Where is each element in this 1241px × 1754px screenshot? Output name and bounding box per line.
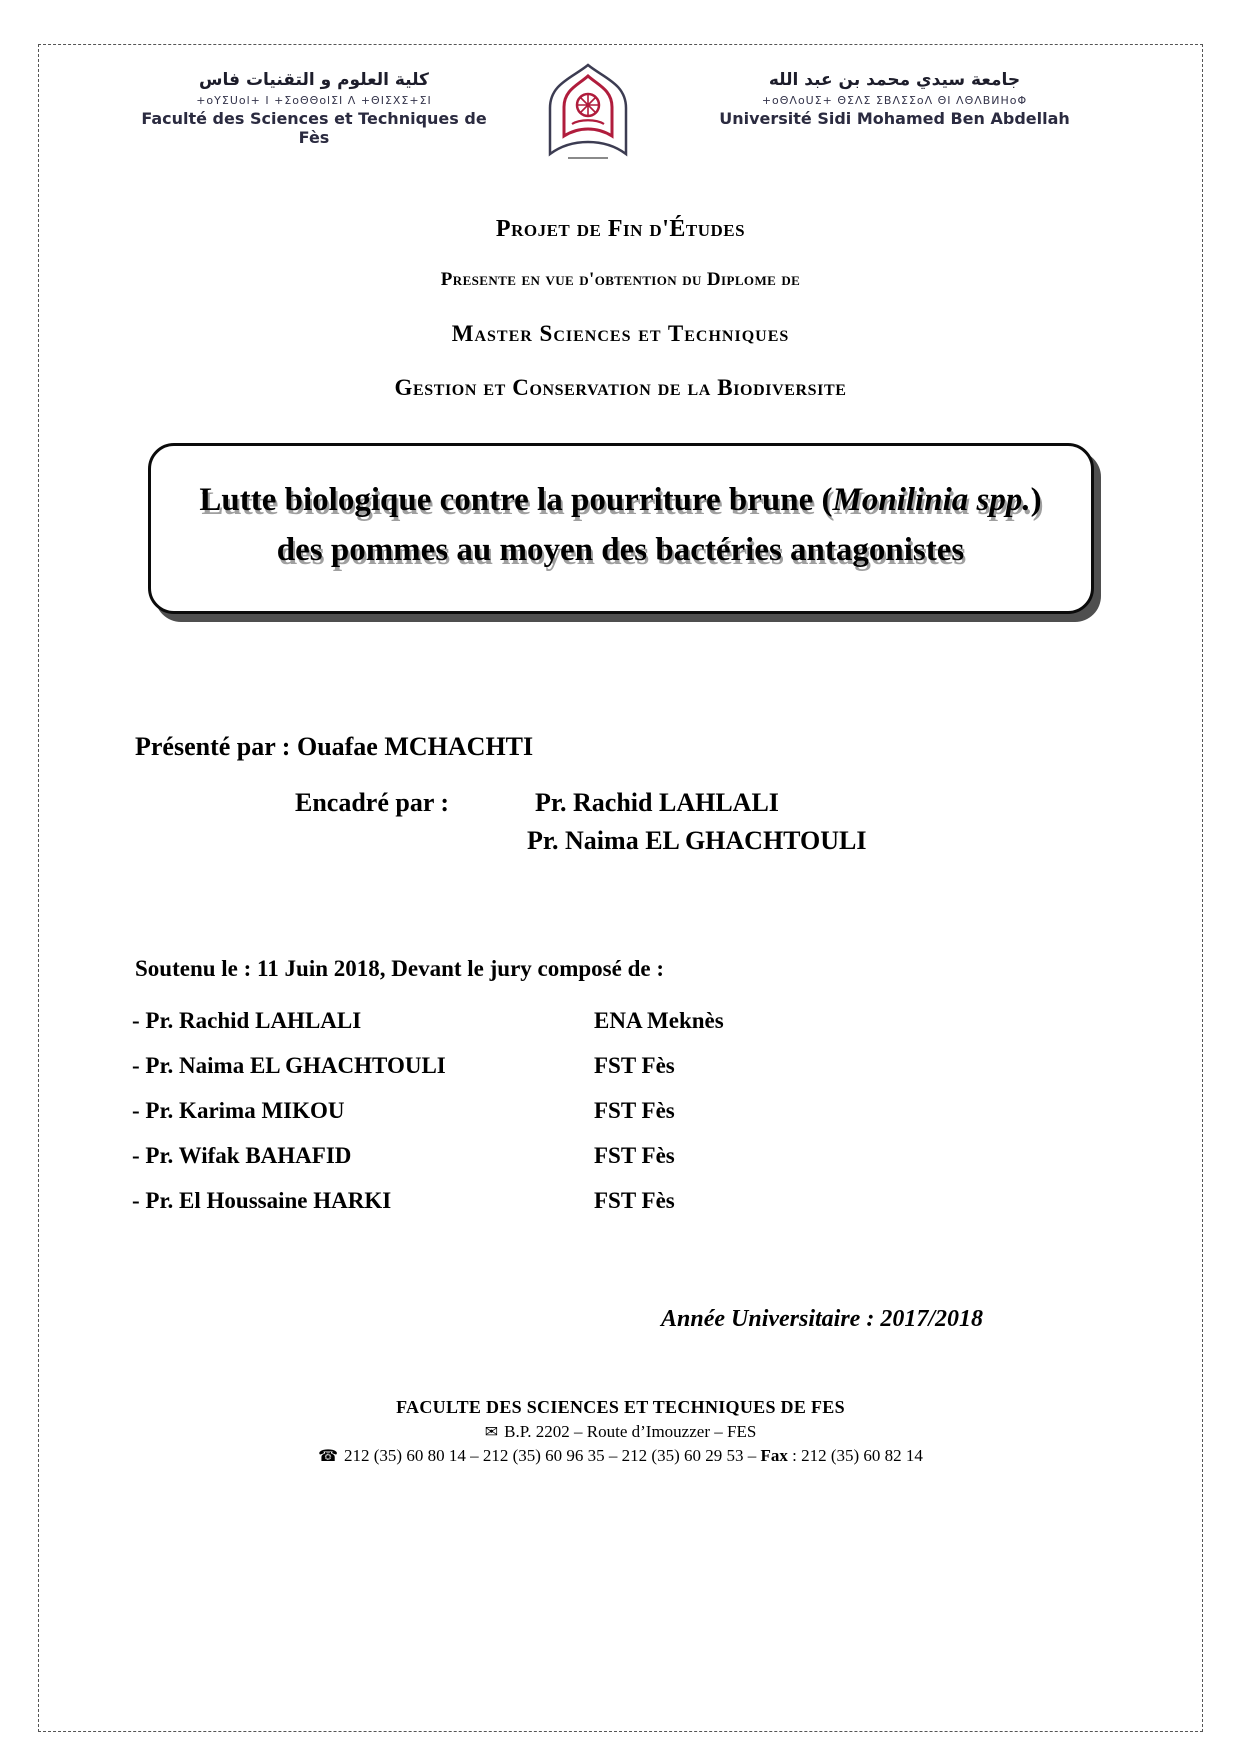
supervised-by-block — [295, 788, 1181, 864]
presented-by-line — [135, 732, 1181, 762]
thesis-title-box — [148, 443, 1094, 614]
jury-row — [132, 1143, 1181, 1169]
faculty-block — [124, 62, 504, 148]
jury-member-name: - Pr. El Houssaine HARKI — [132, 1188, 392, 1213]
jury-member-name: - Pr. Rachid LAHLALI — [132, 1008, 362, 1033]
university-name-tifinagh: +oΘΛoUΣ+ ΘΣΛΣ ΣBΛΣΣoΛ ΘI ΛΘΛBИHoΦ — [761, 94, 1028, 108]
heading-projet: Projet de Fin d'Études — [495, 216, 746, 242]
faculty-name-french: Faculté des Sciences et Techniques de Fès — [141, 109, 487, 148]
footer-faculty-title: FACULTE DES SCIENCES ET TECHNIQUES DE FES — [396, 1397, 845, 1417]
academic-year: Année Universitaire : 2017/2018 — [661, 1306, 983, 1332]
title-part1: Lutte biologique contre la pourriture brune ( — [199, 482, 833, 518]
jury-member-affiliation: ENA Meknès — [594, 1008, 724, 1033]
jury-member-name: - Pr. Naima EL GHACHTOULI — [132, 1053, 446, 1078]
page-footer — [60, 1397, 1181, 1466]
jury-member-name: - Pr. Wifak BAHAFID — [132, 1143, 352, 1168]
footer-fax-label: Fax — [760, 1446, 788, 1465]
thesis-title — [181, 476, 1061, 575]
supervisor-1: Pr. Rachid LAHLALI — [535, 788, 779, 817]
heading-presente: Presente en vue d'obtention du Diplome de — [440, 269, 801, 290]
university-name-arabic: جامعة سيدي محمد بن عبد الله — [768, 70, 1021, 90]
heading-master: Master Sciences et Techniques — [451, 321, 790, 346]
university-logo — [532, 62, 644, 162]
university-name-french: Université Sidi Mohamed Ben Abdellah — [719, 109, 1070, 129]
jury-member-affiliation: FST Fès — [594, 1098, 675, 1123]
supervised-by-label: Encadré par : — [295, 788, 450, 817]
phone-icon: ☎ — [318, 1446, 339, 1465]
defense-date-jury-intro: Soutenu le : 11 Juin 2018, Devant le jury composé de : — [135, 956, 664, 981]
jury-row — [132, 1188, 1181, 1214]
faculty-name-arabic: كلية العلوم و التقنيات فاس — [199, 70, 429, 90]
jury-member-name: - Pr. Karima MIKOU — [132, 1098, 345, 1123]
jury-list — [132, 1008, 1181, 1214]
supervisor-2: Pr. Naima EL GHACHTOULI — [527, 826, 867, 855]
supervisor-names — [527, 788, 867, 864]
jury-row — [132, 1098, 1181, 1124]
title-part2: ) des pommes au moyen des bactéries antagonistes — [276, 482, 1042, 568]
jury-row — [132, 1053, 1181, 1079]
footer-fax-number: : 212 (35) 60 82 14 — [787, 1446, 923, 1465]
page-content — [60, 56, 1181, 1724]
jury-member-affiliation: FST Fès — [594, 1143, 675, 1168]
heading-gestion: Gestion et Conservation de la Biodiversite — [394, 375, 847, 400]
footer-address: B.P. 2202 – Route d’Imouzzer – FES — [504, 1422, 757, 1441]
presented-by-name: Ouafae MCHACHTI — [296, 732, 534, 761]
university-block — [672, 62, 1117, 128]
jury-member-affiliation: FST Fès — [594, 1053, 675, 1078]
university-emblem-icon — [534, 62, 642, 162]
faculty-name-tifinagh: +oYΣUol+ I +ΣoΘΘolΣI Λ +ΘIΣXΣ+ΣI — [196, 94, 432, 108]
footer-address-line — [60, 1422, 1181, 1442]
institution-header — [60, 62, 1181, 162]
document-headings — [60, 216, 1181, 401]
envelope-icon: ✉ — [484, 1422, 499, 1441]
footer-phone-line — [60, 1446, 1181, 1466]
presented-by-label: Présenté par : — [135, 732, 291, 761]
jury-member-affiliation: FST Fès — [594, 1188, 675, 1213]
footer-phones: 212 (35) 60 80 14 – 212 (35) 60 96 35 – 212 (35) 60 29 53 – — [344, 1446, 761, 1465]
title-species-italic: Monilinia spp. — [832, 482, 1031, 518]
jury-row — [132, 1008, 1181, 1034]
